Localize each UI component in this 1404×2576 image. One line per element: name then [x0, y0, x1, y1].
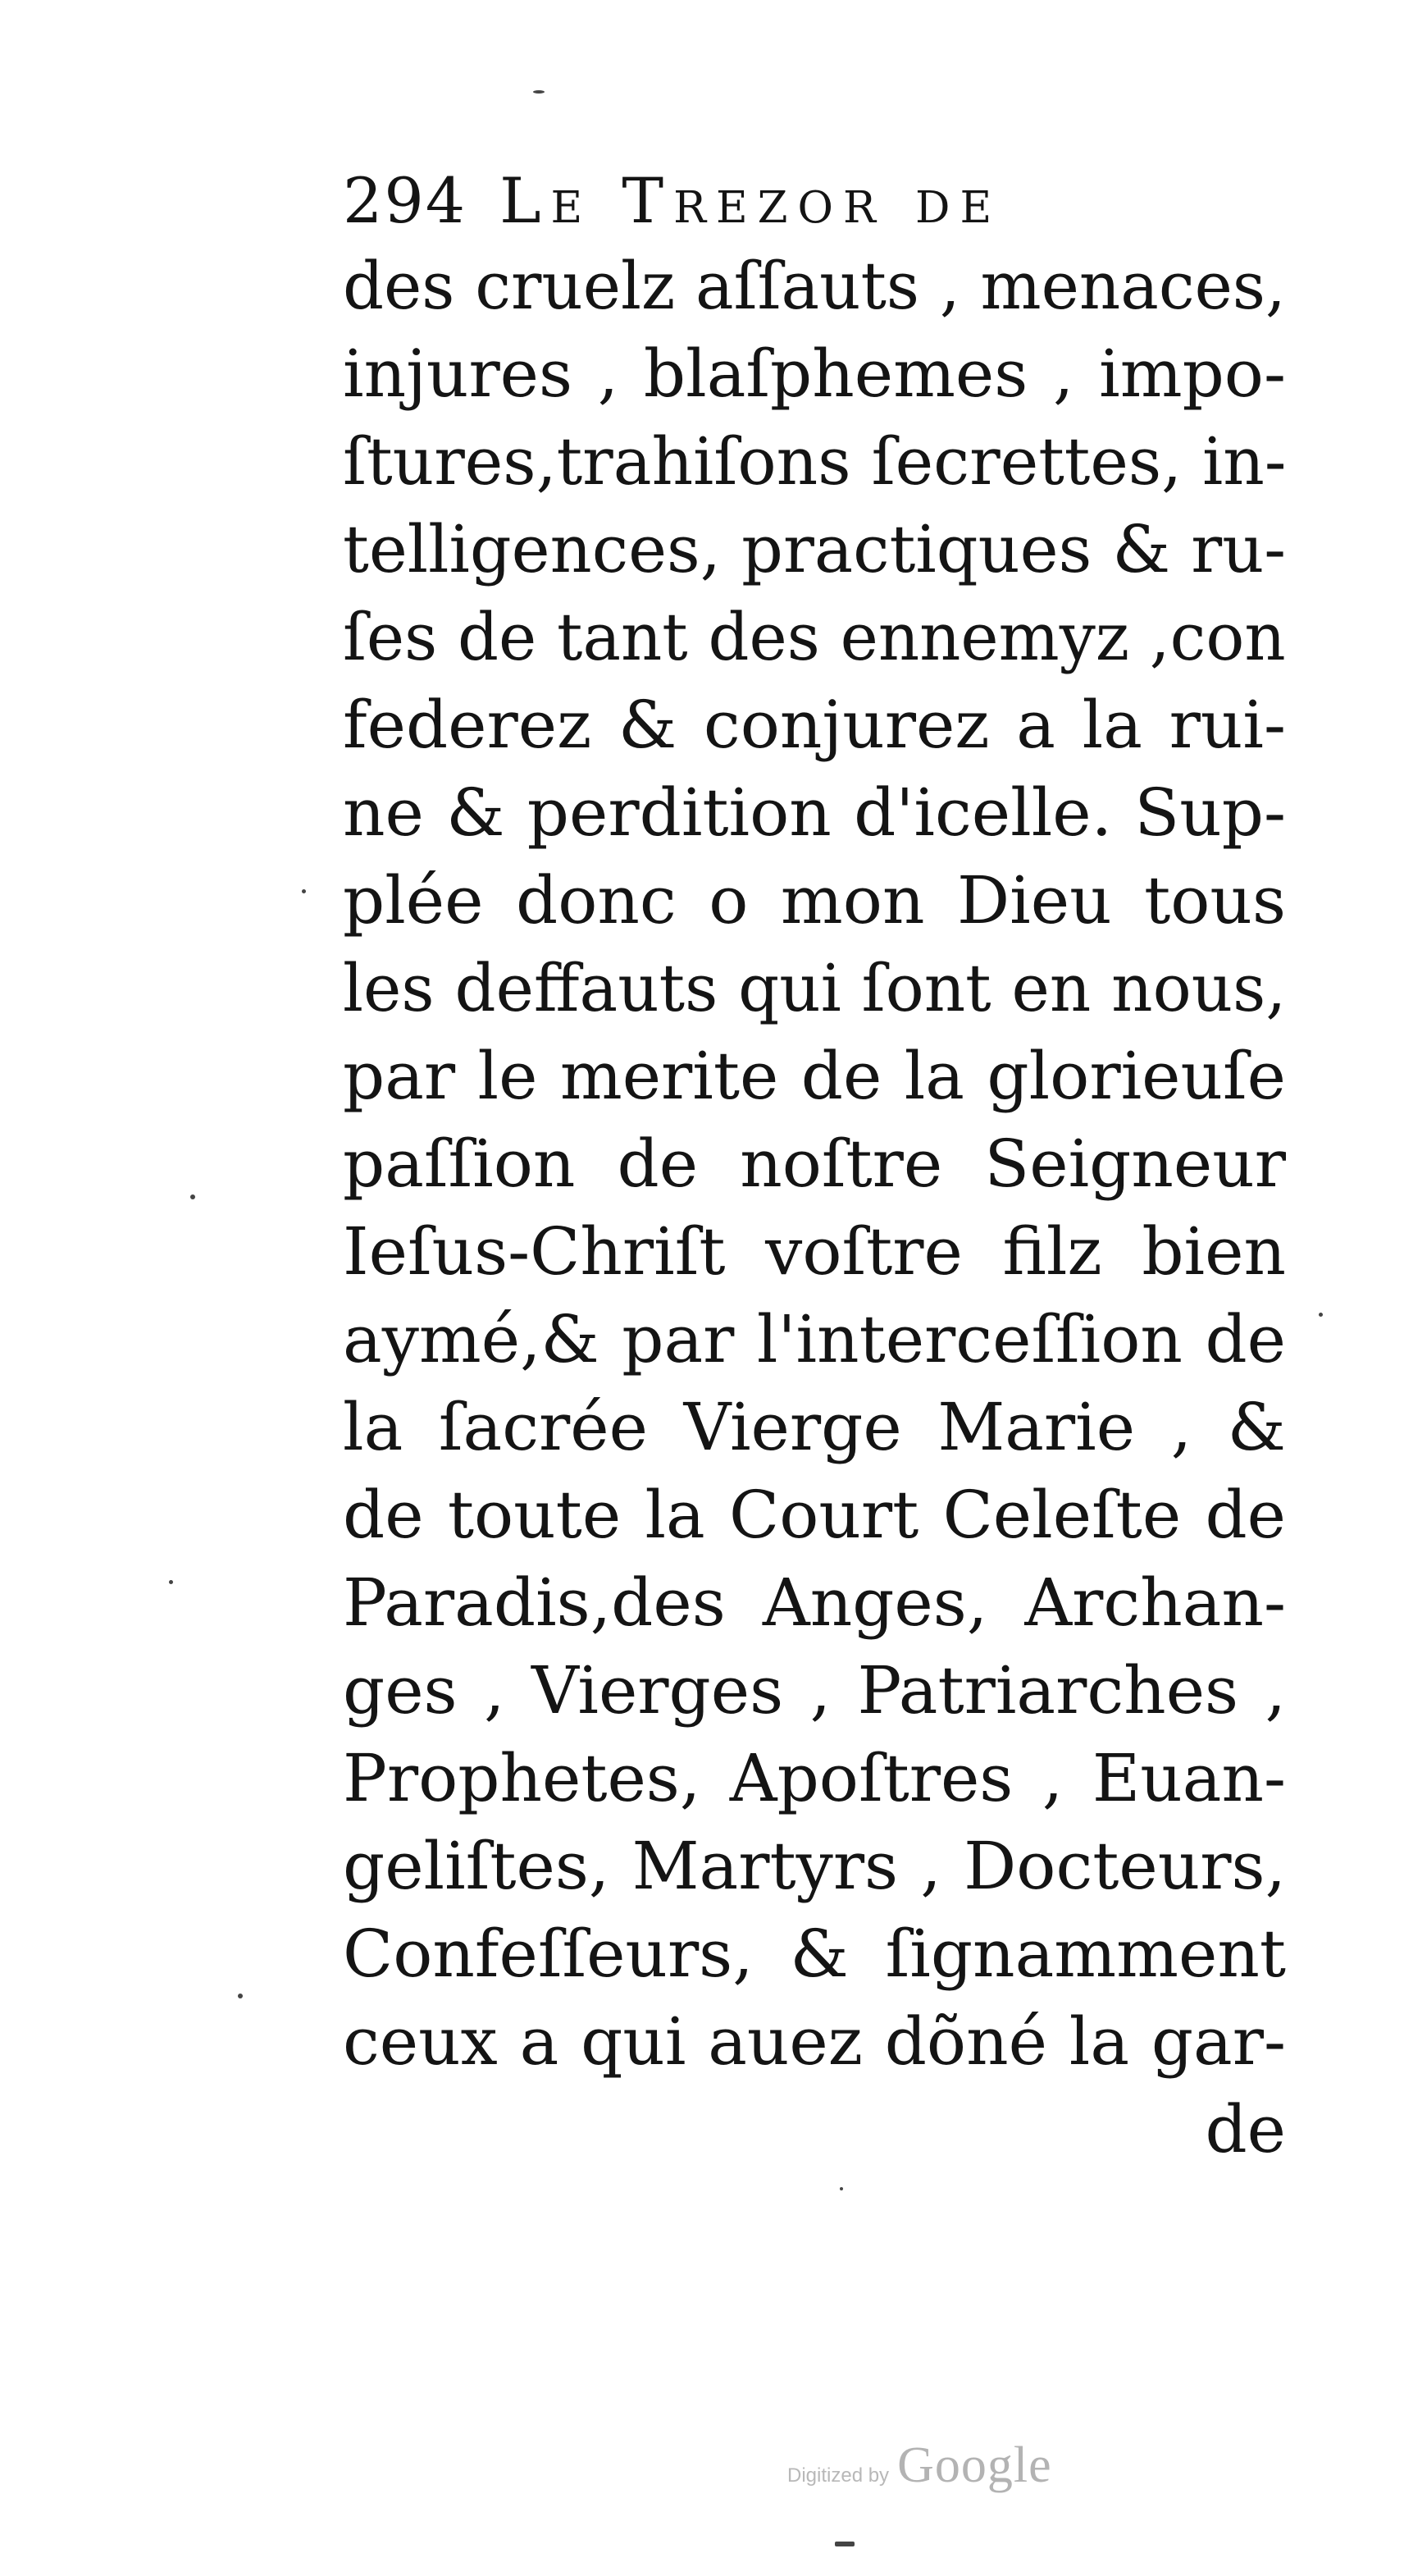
ink-speck [302, 889, 306, 893]
ink-speck [835, 2542, 855, 2546]
text-line: ſes de tant des ennemyz ,con [343, 599, 1286, 675]
text-line: ſtures,trahiſons ſecrettes, in- [343, 423, 1287, 500]
digitized-by-google-watermark [787, 2437, 1083, 2510]
body-text [343, 242, 1286, 2173]
text-line: ceux a qui auez dõné la gar- [343, 2003, 1286, 2080]
text-line: ne & perdition d'icelle. Sup- [343, 774, 1286, 851]
text-line: des cruelz aſſauts , menaces, [343, 248, 1286, 324]
text-line: Confeſſeurs, & ſignamment [343, 1916, 1286, 1992]
running-head-title: Le Trezor de [499, 164, 1002, 237]
text-line: ges , Vierges , Patriarches , [343, 1652, 1286, 1729]
text-line: Ieſus-Chriſt voſtre filz bien [343, 1213, 1286, 1290]
text-line: Paradis,des Anges, Archan- [343, 1564, 1286, 1641]
text-line: federez & conjurez a la rui- [343, 687, 1286, 763]
ink-speck [238, 1994, 243, 1998]
page-number: 294 [343, 164, 467, 237]
catchword: de [1205, 2091, 1286, 2167]
text-line: Prophetes, Apoſtres , Euan- [343, 1740, 1286, 1816]
text-line: la ſacrée Vierge Marie , & [343, 1389, 1286, 1465]
google-logo: Google [897, 2437, 1052, 2493]
text-line: paſſion de noſtre Seigneur [343, 1126, 1286, 1202]
text-line: geliſtes, Martyrs , Docteurs, [343, 1828, 1286, 1904]
digitized-label: Digitized by [787, 2464, 890, 2487]
ink-speck [840, 2187, 843, 2190]
text-line: plée donc o mon Dieu tous [343, 862, 1286, 939]
ink-speck [1319, 1313, 1323, 1317]
text-line: injures , blaſphemes , impo- [343, 336, 1286, 412]
text-line: les deffauts qui ſont en nous, [343, 950, 1287, 1026]
text-line: aymé,& par l'interceſſion de [343, 1301, 1286, 1377]
ink-speck [169, 1580, 173, 1584]
text-line: par le merite de la glorieuſe [343, 1038, 1286, 1114]
ink-speck [533, 90, 545, 94]
text-block [343, 160, 1286, 2173]
ink-speck [190, 1194, 195, 1199]
text-line: de toute la Court Celeſte de [343, 1477, 1286, 1553]
running-head [343, 160, 1286, 242]
text-line: telligences, practiques & ru- [343, 511, 1287, 587]
